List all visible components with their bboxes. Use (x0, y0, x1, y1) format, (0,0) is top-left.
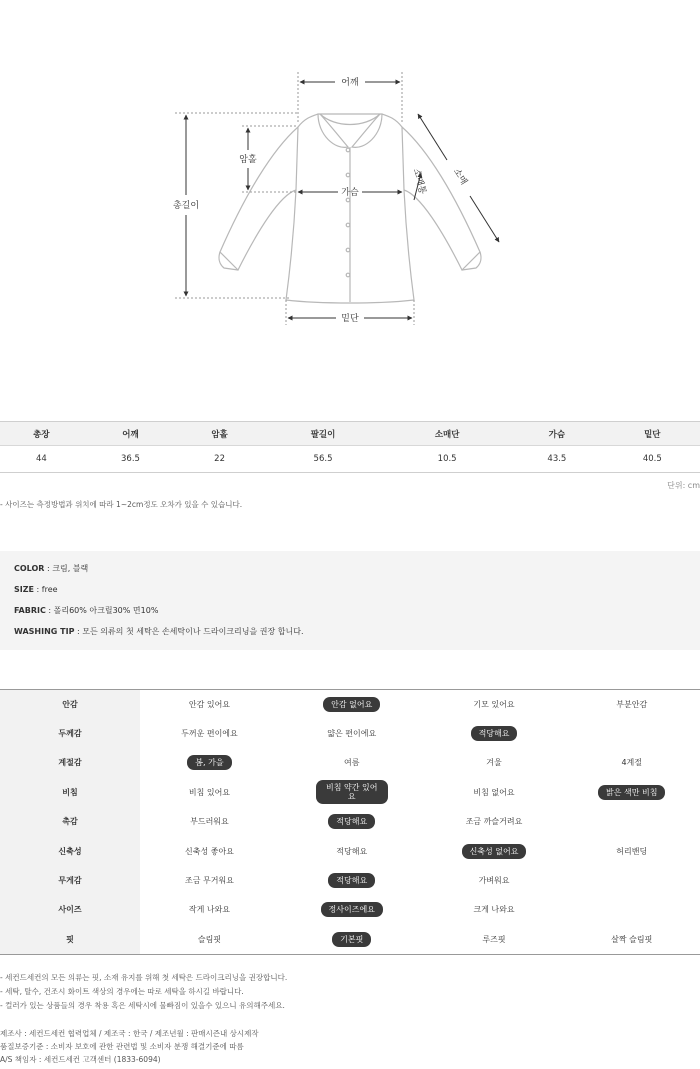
size-note: - 사이즈는 측정방법과 위치에 따라 1~2cm정도 오차가 있을 수 있습니다. (0, 500, 243, 509)
attribute-cell (140, 866, 279, 895)
attribute-row (0, 778, 700, 807)
attribute-option: 신축성 좋아요 (184, 846, 234, 856)
attribute-row (0, 807, 700, 836)
quality-standard-info: 품질보증기준 : 소비자 보호에 관한 관련법 및 소비자 분쟁 해결기준에 따름 (0, 1042, 244, 1051)
attribute-cell (279, 807, 425, 836)
attribute-cell (140, 925, 279, 954)
product-info-box (0, 551, 700, 650)
attribute-row (0, 748, 700, 777)
attribute-label: 두께감 (0, 719, 140, 748)
size-value-sleeve-length: 56.5 (261, 446, 385, 473)
label-shoulder: 어깨 (341, 78, 359, 88)
size-table (0, 421, 700, 473)
attribute-cell (563, 690, 700, 719)
attribute-row (0, 836, 700, 865)
size-value-total-length: 44 (0, 446, 83, 473)
attribute-cell (563, 866, 700, 895)
attribute-cell (140, 807, 279, 836)
attribute-option: 비침 있어요 (188, 787, 231, 797)
info-washing-tip: WASHING TIP : 모든 의류의 첫 세탁은 손세탁이나 드라이크리닝을 권장 합니다. (14, 627, 304, 636)
attribute-option: 크게 나와요 (473, 905, 515, 915)
attribute-option-selected: 적당해요 (328, 873, 375, 888)
size-value-hem: 40.5 (605, 446, 700, 473)
attribute-cell (425, 719, 564, 748)
attribute-option: 살짝 슬림핏 (611, 934, 653, 944)
attribute-row (0, 690, 700, 719)
attribute-row (0, 719, 700, 748)
attribute-cell (425, 807, 564, 836)
manufacturer-info: 제조사 : 세컨드세컨 협력업체 / 제조국 : 한국 / 제조년월 : 판매시즌내 상시제작 (0, 1029, 259, 1038)
measurement-lines (172, 72, 499, 325)
size-value-shoulder: 36.5 (83, 446, 178, 473)
label-armhole: 암홀 (239, 155, 257, 165)
attribute-label: 무게감 (0, 866, 140, 895)
attribute-option-selected: 신축성 없어요 (462, 844, 527, 859)
attribute-option: 겨울 (486, 758, 502, 768)
attribute-cell (563, 719, 700, 748)
attribute-cell (140, 778, 279, 807)
attribute-cell (279, 748, 425, 777)
attribute-cell (563, 895, 700, 924)
attribute-option-selected: 기본핏 (332, 932, 371, 947)
attribute-option-selected: 밝은 색만 비침 (598, 785, 665, 800)
attribute-row (0, 895, 700, 924)
attribute-cell (425, 748, 564, 777)
attribute-option: 조금 무거워요 (184, 876, 234, 886)
size-header-chest: 가슴 (509, 422, 604, 446)
blouse-illustration (219, 114, 481, 303)
attribute-option: 4계절 (621, 758, 642, 768)
attribute-cell (425, 925, 564, 954)
label-chest: 가슴 (341, 188, 359, 198)
attribute-cell (425, 895, 564, 924)
size-header-armhole: 암홀 (178, 422, 261, 446)
size-table-header-row (0, 422, 700, 446)
attribute-option: 비침 없어요 (473, 787, 515, 797)
attribute-label: 사이즈 (0, 895, 140, 924)
attribute-cell (563, 925, 700, 954)
label-sleeve: 소매 (450, 166, 469, 187)
attribute-cell (425, 836, 564, 865)
attribute-cell (425, 778, 564, 807)
attribute-cell (425, 866, 564, 895)
label-hem: 밑단 (341, 314, 359, 324)
size-value-cuff: 10.5 (385, 446, 509, 473)
size-table-row (0, 446, 700, 473)
attribute-option: 허리밴딩 (616, 846, 648, 856)
attribute-cell (140, 895, 279, 924)
attribute-cell (140, 836, 279, 865)
size-header-hem: 밑단 (605, 422, 700, 446)
company-info (0, 1028, 259, 1067)
attribute-cell (140, 748, 279, 777)
attribute-option-selected: 안감 없어요 (323, 697, 380, 712)
attribute-option: 조금 까슬거려요 (465, 817, 523, 827)
attribute-cell (279, 895, 425, 924)
attribute-option: 부드러워요 (190, 817, 229, 827)
attribute-label: 계절감 (0, 748, 140, 777)
attribute-cell (563, 836, 700, 865)
attribute-option-selected: 적당해요 (328, 814, 375, 829)
care-notes (0, 972, 287, 1014)
attribute-option: 얇은 편이에요 (327, 729, 377, 739)
attribute-option: 두꺼운 편이에요 (181, 729, 238, 739)
care-note: - 세컨드세컨의 모든 의류는 핏, 소재 유지를 위해 첫 세탁은 드라이크리닝을 권장합니다. (0, 973, 288, 982)
garment-measurement-diagram (0, 0, 700, 420)
attribute-option: 여름 (344, 758, 360, 768)
size-value-armhole: 22 (178, 446, 261, 473)
attribute-cell (140, 690, 279, 719)
attribute-option-selected: 봄, 가을 (187, 755, 231, 770)
attribute-label: 비침 (0, 778, 140, 807)
attribute-option: 기모 있어요 (473, 699, 515, 709)
attribute-option: 가벼워요 (478, 876, 510, 886)
attribute-option-selected: 적당해요 (471, 726, 518, 741)
attribute-label: 촉감 (0, 807, 140, 836)
attribute-cell (140, 719, 279, 748)
attribute-cell (279, 778, 425, 807)
attribute-cell (563, 778, 700, 807)
attribute-option: 작게 나와요 (188, 905, 231, 915)
fabric-attribute-table (0, 689, 700, 955)
attribute-label: 안감 (0, 690, 140, 719)
label-cuff: 소매통 (410, 167, 428, 196)
care-note: - 컬러가 있는 상품들의 경우 착용 혹은 세탁시에 물빠짐이 있을수 있으니 유의해주세요. (0, 1001, 285, 1010)
attribute-option-selected: 정사이즈에요 (321, 902, 383, 917)
as-contact-info: A/S 책임자 : 세컨드세컨 고객센터 (1833-6094) (0, 1055, 161, 1064)
attribute-cell (279, 836, 425, 865)
attribute-cell (563, 807, 700, 836)
attribute-option: 적당해요 (336, 846, 368, 856)
attribute-option: 부분안감 (616, 699, 648, 709)
size-header-total-length: 총장 (0, 422, 83, 446)
attribute-cell (279, 690, 425, 719)
attribute-cell (563, 748, 700, 777)
attribute-option: 안감 있어요 (188, 699, 231, 709)
attribute-cell (279, 866, 425, 895)
attribute-label: 신축성 (0, 836, 140, 865)
size-header-shoulder: 어깨 (83, 422, 178, 446)
care-note: - 세탁, 탈수, 건조시 화이트 색상의 경우에는 따로 세탁을 하시길 바랍니다. (0, 987, 244, 996)
size-value-chest: 43.5 (509, 446, 604, 473)
info-size: SIZE : free (14, 585, 58, 594)
attribute-cell (279, 719, 425, 748)
size-header-sleeve-length: 팔길이 (261, 422, 385, 446)
attribute-cell (279, 925, 425, 954)
attribute-option: 슬림핏 (197, 934, 222, 944)
size-header-cuff: 소매단 (385, 422, 509, 446)
label-total-length: 총길이 (172, 201, 200, 211)
info-fabric: FABRIC : 폴리60% 아크릴30% 면10% (14, 606, 159, 615)
attribute-row (0, 866, 700, 895)
attribute-row (0, 925, 700, 954)
attribute-option-selected: 비침 약간 있어요 (316, 780, 388, 804)
info-color: COLOR : 크림, 블랙 (14, 564, 89, 573)
size-unit: 단위: cm (667, 481, 700, 490)
attribute-cell (425, 690, 564, 719)
attribute-label: 핏 (0, 925, 140, 954)
attribute-option: 루즈핏 (482, 934, 506, 944)
